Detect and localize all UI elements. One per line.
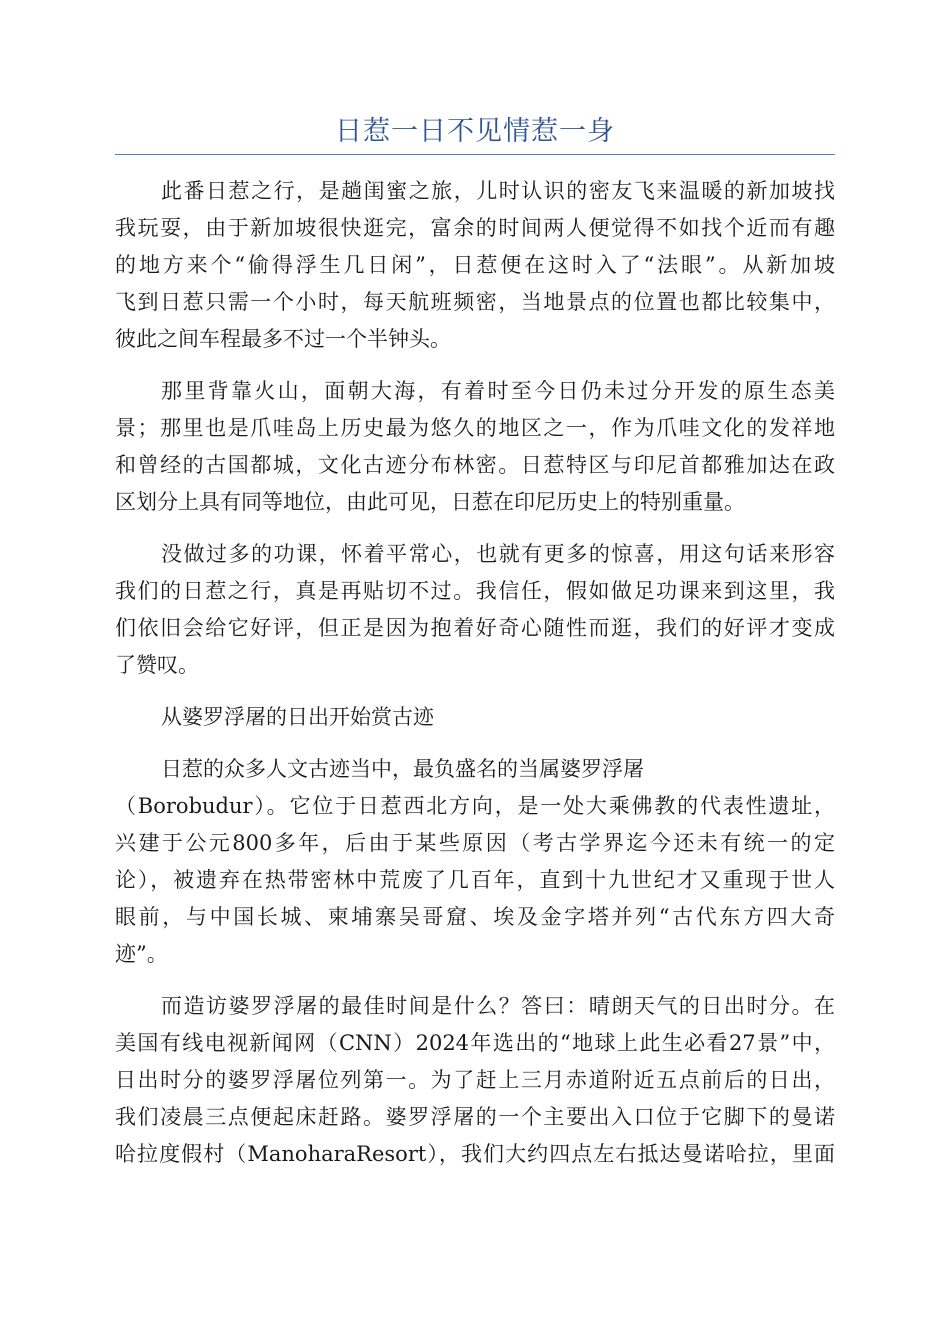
- text-line: 飞到日惹只需一个小时，每天航班频密，当地景点的位置也都比较集中，: [115, 290, 835, 314]
- text-line: 我们凌晨三点便起床赶路。婆罗浮屠的一个主要出入口位于它脚下的曼诺: [115, 1105, 835, 1129]
- text-line: 们依旧会给它好评，但正是因为抱着好奇心随性而逛，我们的好评才变成: [115, 616, 835, 640]
- paragraph-1: [115, 173, 835, 358]
- text-line: 论），被遗弃在热带密林中荒废了几百年，直到十九世纪才又重现于世人: [115, 868, 835, 892]
- text-line: （Borobudur）。它位于日惹西北方向，是一处大乘佛教的代表性遗址，: [115, 794, 835, 818]
- text-line: 日出时分的婆罗浮屠位列第一。为了赶上三月赤道附近五点前后的日出，: [115, 1068, 835, 1092]
- section-heading: [115, 699, 835, 736]
- paragraph-3: [115, 536, 835, 684]
- text-line: 日惹的众多人文古迹当中，最负盛名的当属婆罗浮屠: [161, 757, 644, 781]
- text-line: 的地方来个“偷得浮生几日闲”，日惹便在这时入了“法眼”。从新加坡: [115, 253, 835, 277]
- text-line: 了赞叹。: [115, 653, 199, 677]
- text-line: 兴建于公元800多年，后由于某些原因（考古学界迄今还未有统一的定: [115, 831, 835, 855]
- text-line: 那里背靠火山，面朝大海，有着时至今日仍未过分开发的原生态美: [161, 379, 835, 403]
- document-body: [115, 173, 835, 1188]
- paragraph-2: [115, 373, 835, 521]
- text-line: 眼前，与中国长城、柬埔寨吴哥窟、埃及金字塔并列“古代东方四大奇: [115, 905, 835, 929]
- text-line: 我玩耍，由于新加坡很快逛完，富余的时间两人便觉得不如找个近而有趣: [115, 216, 835, 240]
- text-line: 景；那里也是爪哇岛上历史最为悠久的地区之一，作为爪哇文化的发祥地: [115, 416, 835, 440]
- text-line: 美国有线电视新闻网（CNN）2024年选出的“地球上此生必看27景”中，: [115, 1031, 835, 1055]
- text-line: 哈拉度假村（ManoharaResort），我们大约四点左右抵达曼诺哈拉，里面: [115, 1142, 835, 1166]
- paragraph-4: [115, 751, 835, 973]
- text-line: 迹”。: [115, 942, 168, 966]
- text-line: 没做过多的功课，怀着平常心，也就有更多的惊喜，用这句话来形容: [161, 542, 835, 566]
- text-line: 而造访婆罗浮屠的最佳时间是什么？答曰：晴朗天气的日出时分。在: [161, 994, 835, 1018]
- heading-text: 从婆罗浮屠的日出开始赏古迹: [161, 705, 434, 729]
- title-underline: [115, 154, 835, 155]
- document-title: 日惹一日不见情惹一身: [335, 116, 615, 147]
- paragraph-5: [115, 988, 835, 1173]
- text-line: 区划分上具有同等地位，由此可见，日惹在印尼历史上的特别重量。: [115, 490, 745, 514]
- text-line: 我们的日惹之行，真是再贴切不过。我信任，假如做足功课来到这里，我: [115, 579, 835, 603]
- text-line: 彼此之间车程最多不过一个半钟头。: [115, 327, 451, 351]
- text-line: 和曾经的古国都城，文化古迹分布林密。日惹特区与印尼首都雅加达在政: [115, 453, 835, 477]
- text-line: 此番日惹之行，是趟闺蜜之旅，儿时认识的密友飞来温暖的新加坡找: [161, 179, 835, 203]
